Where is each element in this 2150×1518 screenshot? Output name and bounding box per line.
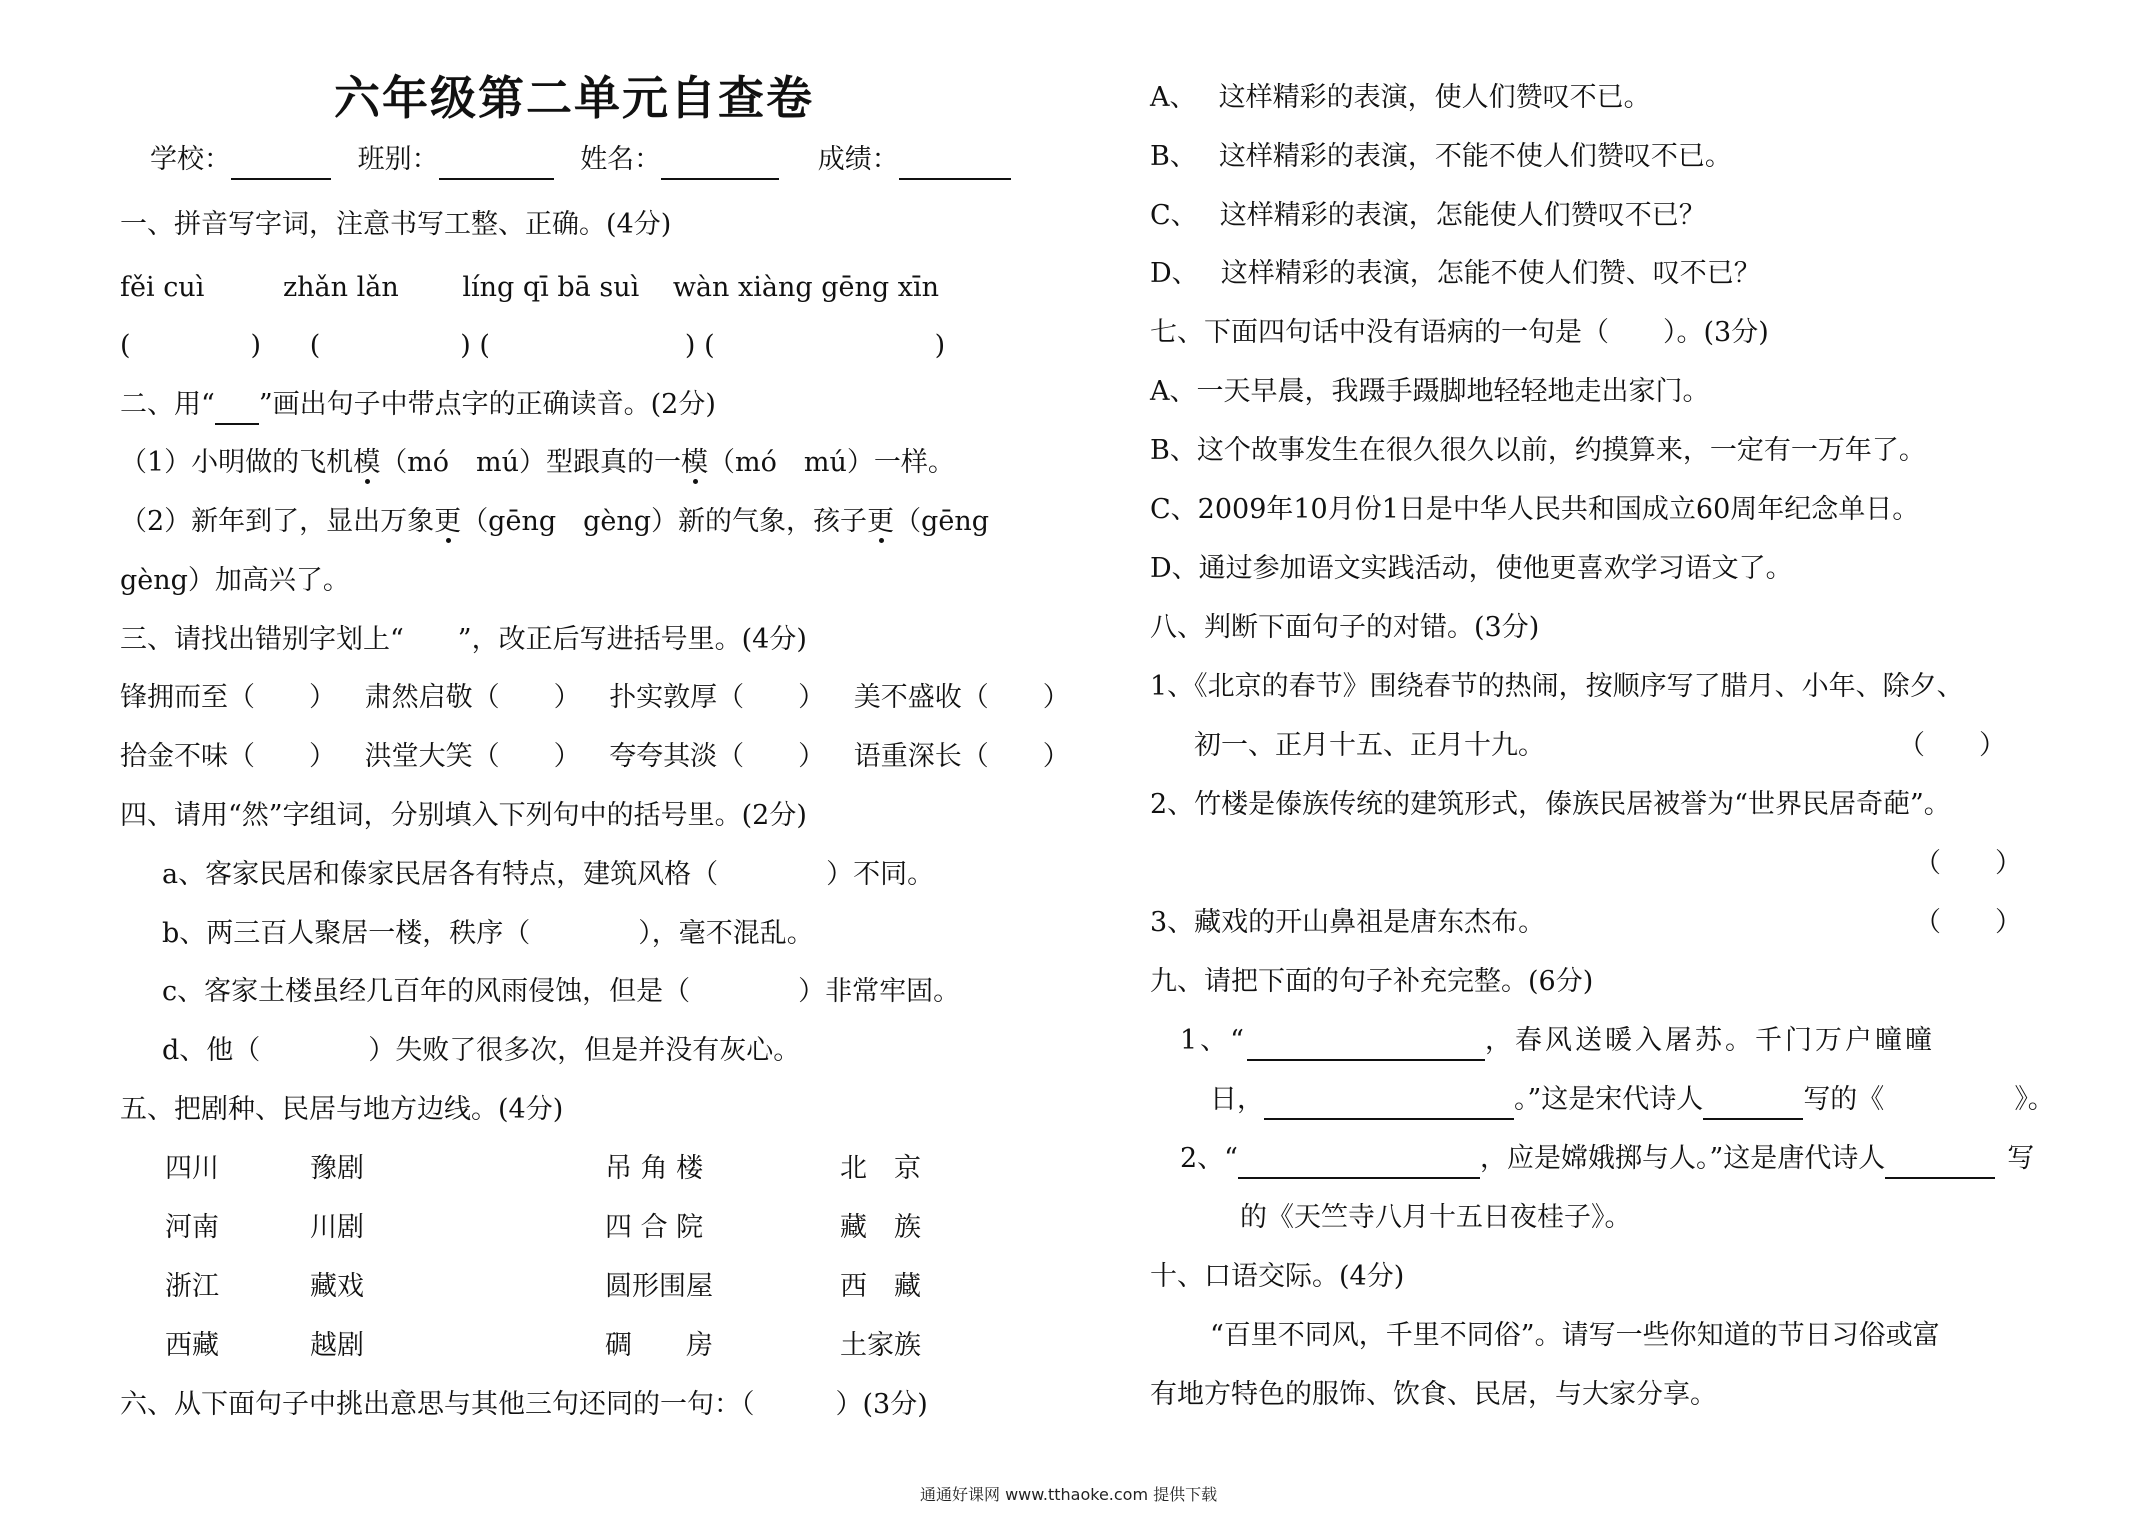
- idiom-item[interactable]: 扑实敦厚（ ）: [609, 682, 826, 713]
- q10-paragraph-1: “百里不同风，千里不同俗”。请写一些你知道的节日习俗或富: [1210, 1320, 1940, 1351]
- region-item[interactable]: 西藏: [165, 1330, 219, 1361]
- footer-credit: 通通好课网 www.tthaoke.com 提供下载: [920, 1485, 1218, 1504]
- q8-statement-1: 1、《北京的春节》围绕春节的热闹，按顺序写了腊月、小年、除夕、: [1150, 671, 1964, 702]
- score-blank[interactable]: [899, 152, 1011, 180]
- q6-option-c[interactable]: C、 这样精彩的表演，怎能使人们赞叹不已？: [1150, 200, 1706, 231]
- q2-heading: 二、用“ ”画出句子中带点字的正确读音。(2分): [120, 385, 716, 425]
- answer-paren-1[interactable]: ( ): [120, 330, 262, 361]
- idiom-item[interactable]: 锋拥而至（ ）: [120, 682, 336, 713]
- dotted-char: 模: [353, 447, 381, 478]
- school-blank[interactable]: [231, 152, 331, 180]
- q7-option-a[interactable]: A、一天早晨，我蹑手蹑脚地轻轻地走出家门。: [1150, 376, 1710, 407]
- q10-heading: 十、口语交际。(4分): [1150, 1261, 1405, 1292]
- q9-line-4: 的《天竺寺八月十五日夜桂子》。: [1240, 1202, 1632, 1233]
- idiom-item[interactable]: 拾金不味（ ）: [120, 741, 336, 772]
- answer-paren-3[interactable]: ( ): [479, 330, 696, 361]
- opera-item[interactable]: 藏戏: [310, 1271, 364, 1302]
- pinyin-2: zhǎn lǎn: [282, 272, 399, 303]
- dwelling-item[interactable]: 吊 角 楼: [605, 1153, 704, 1184]
- q6-option-a[interactable]: A、 这样精彩的表演，使人们赞叹不已。: [1150, 82, 1651, 113]
- q4-item-d[interactable]: d、他（ ）失败了很多次，但是并没有灰心。: [162, 1035, 801, 1066]
- q6-heading: 六、从下面句子中挑出意思与其他三句还同的一句：（ ）(3分): [120, 1389, 928, 1420]
- answer-paren-2[interactable]: ( ): [309, 330, 471, 361]
- idiom-item[interactable]: 肃然启敬（ ）: [364, 682, 581, 713]
- q4-heading: 四、请用“然”字组词，分别填入下列句中的括号里。(2分): [120, 800, 807, 831]
- q7-heading: 七、下面四句话中没有语病的一句是（ ）。(3分): [1150, 317, 1769, 348]
- poem-blank-1[interactable]: [1247, 1033, 1485, 1061]
- q6-option-d[interactable]: D、 这样精彩的表演，怎能不使人们赞、叹不已？: [1150, 258, 1761, 289]
- q3-heading: 三、请找出错别字划上“ ”，改正后写进括号里。(4分): [120, 624, 807, 655]
- q6-option-b[interactable]: B、 这样精彩的表演，不能不使人们赞叹不已。: [1150, 141, 1732, 172]
- q1-answer-row: [120, 326, 945, 366]
- q10-paragraph-2: 有地方特色的服饰、饮食、民居，与大家分享。: [1150, 1379, 1717, 1410]
- pronunciation-options-1[interactable]: （mó mú）型跟真的一: [380, 447, 682, 478]
- q1-pinyin-row: [120, 268, 939, 308]
- name-label: 姓名：: [580, 144, 662, 175]
- q9-line-3: 2、“ ，应是嫦娥掷与人。”这是唐代诗人 写: [1180, 1139, 2034, 1179]
- dotted-char: 模: [681, 447, 709, 478]
- opera-item[interactable]: 豫剧: [310, 1153, 364, 1184]
- idiom-item[interactable]: 洪堂大笑（ ）: [364, 741, 581, 772]
- idiom-item[interactable]: 语重深长（ ）: [853, 741, 1070, 772]
- q8-statement-3: 3、藏戏的开山鼻祖是唐东杰布。: [1150, 907, 1546, 938]
- pronunciation-options-4[interactable]: （gēng: [894, 506, 989, 537]
- school-label: 学校：: [150, 144, 231, 175]
- poem-blank-3[interactable]: [1238, 1151, 1480, 1179]
- answer-paren-4[interactable]: ( ): [704, 330, 946, 361]
- place-item[interactable]: 土家族: [840, 1330, 921, 1361]
- dwelling-item[interactable]: 四 合 院: [605, 1212, 704, 1243]
- region-item[interactable]: 浙江: [165, 1271, 219, 1302]
- q7-option-d[interactable]: D、通过参加语文实践活动，使他更喜欢学习语文了。: [1150, 553, 1793, 584]
- dotted-char: 更: [867, 506, 895, 537]
- poet-blank-2[interactable]: [1885, 1151, 1995, 1179]
- region-item[interactable]: 四川: [165, 1153, 219, 1184]
- q8-heading: 八、判断下面句子的对错。(3分): [1150, 612, 1540, 643]
- q8-statement-1-cont: 初一、正月十五、正月十九。: [1194, 730, 1545, 761]
- q8-statement-2: 2、竹楼是傣族传统的建筑形式，傣族民居被誉为“世界民居奇葩”。: [1150, 789, 1951, 820]
- idiom-item[interactable]: 夸夸其淡（ ）: [609, 741, 826, 772]
- place-item[interactable]: 西 藏: [840, 1271, 921, 1302]
- class-blank[interactable]: [439, 152, 554, 180]
- region-item[interactable]: 河南: [165, 1212, 219, 1243]
- pinyin-4: wàn xiàng gēng xīn: [672, 272, 939, 303]
- poet-blank-1[interactable]: [1703, 1092, 1803, 1120]
- dwelling-item[interactable]: 碉 房: [605, 1330, 713, 1361]
- q5-heading: 五、把剧种、民居与地方边线。(4分): [120, 1094, 564, 1125]
- judge-paren-1[interactable]: （ ）: [1898, 730, 2006, 761]
- pinyin-1: fěi cuì: [120, 272, 205, 303]
- place-item[interactable]: 藏 族: [840, 1212, 921, 1243]
- pinyin-3: líng qī bā suì: [462, 272, 640, 303]
- student-info-row: [150, 140, 1011, 180]
- page-title: 六年级第二单元自查卷: [334, 71, 814, 125]
- dotted-char: 更: [434, 506, 462, 537]
- class-label: 班别：: [357, 144, 439, 175]
- underline-sample: [215, 401, 259, 425]
- opera-item[interactable]: 越剧: [310, 1330, 364, 1361]
- pronunciation-options-2[interactable]: （mó mú）一样。: [708, 447, 955, 478]
- place-item[interactable]: 北 京: [840, 1153, 921, 1184]
- judge-paren-3[interactable]: （ ）: [1914, 907, 2022, 938]
- q7-option-c[interactable]: C、2009年10月份1日是中华人民共和国成立60周年纪念单日。: [1150, 494, 1920, 525]
- dwelling-item[interactable]: 圆形围屋: [605, 1271, 713, 1302]
- q4-item-b[interactable]: b、两三百人聚居一楼，秩序（ ），毫不混乱。: [162, 918, 814, 949]
- q4-item-a[interactable]: a、客家民居和傣家民居各有特点，建筑风格（ ）不同。: [162, 859, 935, 890]
- q9-heading: 九、请把下面的句子补充完整。(6分): [1150, 966, 1594, 997]
- poem-blank-2[interactable]: [1264, 1092, 1514, 1120]
- q9-line-2: 日， 。”这是宋代诗人 写的《 》。: [1210, 1080, 2055, 1120]
- q3-row-2: [120, 737, 1070, 777]
- q4-item-c[interactable]: c、客家土楼虽经几百年的风雨侵蚀，但是（ ）非常牢固。: [162, 976, 961, 1007]
- judge-paren-2[interactable]: （ ）: [1914, 848, 2022, 879]
- opera-item[interactable]: 川剧: [310, 1212, 364, 1243]
- q2-sentence-2: （2）新年到了，显出万象更（gēng gèng）新的气象，孩子更（gēng: [120, 506, 989, 537]
- idiom-item[interactable]: 美不盛收（ ）: [853, 682, 1070, 713]
- score-label: 成绩：: [817, 144, 899, 175]
- q7-option-b[interactable]: B、这个故事发生在很久很久以前，约摸算来，一定有一万年了。: [1150, 435, 1926, 466]
- q2-sentence-1: （1）小明做的飞机模（mó mú）型跟真的一模（mó mú）一样。: [120, 447, 955, 478]
- q1-heading: 一、拼音写字词，注意书写工整、正确。(4分): [120, 209, 672, 240]
- pronunciation-options-3[interactable]: （gēng gèng）新的气象，孩子: [461, 506, 868, 537]
- name-blank[interactable]: [661, 152, 779, 180]
- q9-line-1: 1、“ ，春风送暖入屠苏。千门万户曈曈: [1180, 1021, 1935, 1061]
- q2-sentence-2-cont: gèng）加高兴了。: [120, 565, 350, 596]
- q3-row-1: [120, 678, 1070, 718]
